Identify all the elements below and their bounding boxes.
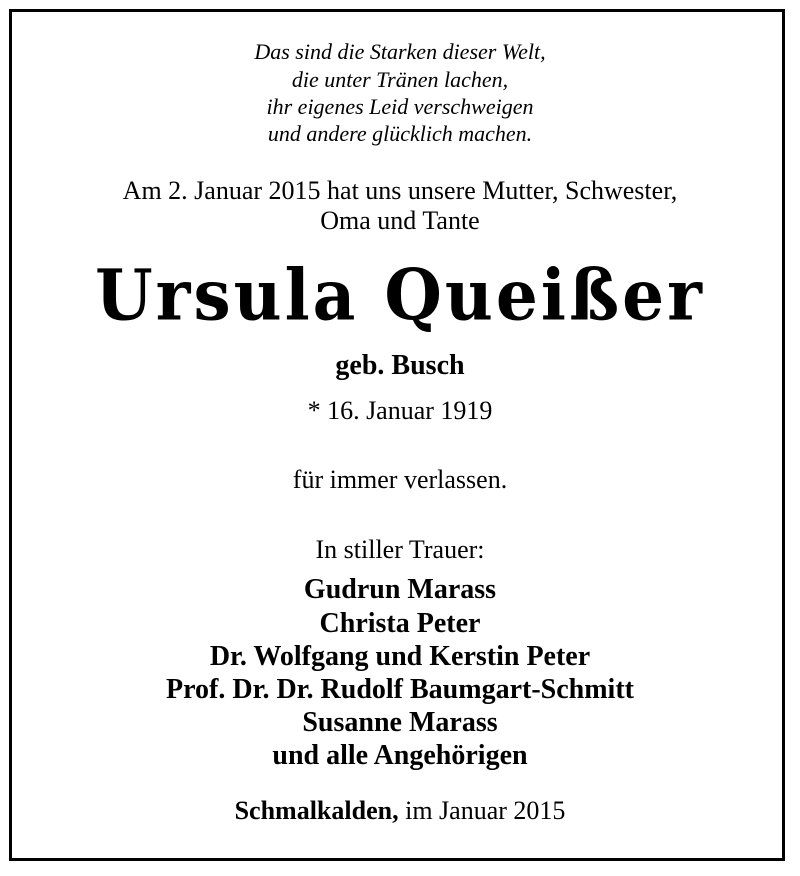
maiden-name: geb. Busch (335, 350, 465, 381)
intro-line-2: Oma und Tante (320, 206, 480, 235)
footer-line (0, 798, 800, 824)
intro-line-1: Am 2. Januar 2015 hat uns unsere Mutter, Schwester, (122, 176, 678, 205)
mourner-name: Dr. Wolfgang und Kerstin Peter (209, 641, 591, 672)
mourning-heading: In stiller Trauer: (315, 535, 485, 564)
birth-date: * 16. Januar 1919 (307, 396, 493, 425)
poem-line-3: ihr eigenes Leid verschweigen (266, 94, 534, 119)
mourner-name: Susanne Marass (302, 707, 498, 738)
poem-line-4: und andere glücklich machen. (267, 121, 533, 146)
mourner-name: Christa Peter (319, 608, 481, 639)
poem-line-1: Das sind die Starken dieser Welt, (254, 39, 546, 64)
poem-line-2: die unter Tränen lachen, (291, 67, 509, 92)
mourner-name: Gudrun Marass (303, 574, 497, 605)
footer-place: Schmalkalden, (234, 796, 399, 825)
mourner-name: Prof. Dr. Dr. Rudolf Baumgart-Schmitt (166, 674, 634, 705)
mourner-name: und alle Angehörigen (272, 740, 528, 771)
footer-date: im Januar 2015 (405, 796, 566, 825)
closing-text: für immer verlassen. (292, 465, 508, 494)
deceased-name: Ursula Queißer (95, 253, 705, 337)
